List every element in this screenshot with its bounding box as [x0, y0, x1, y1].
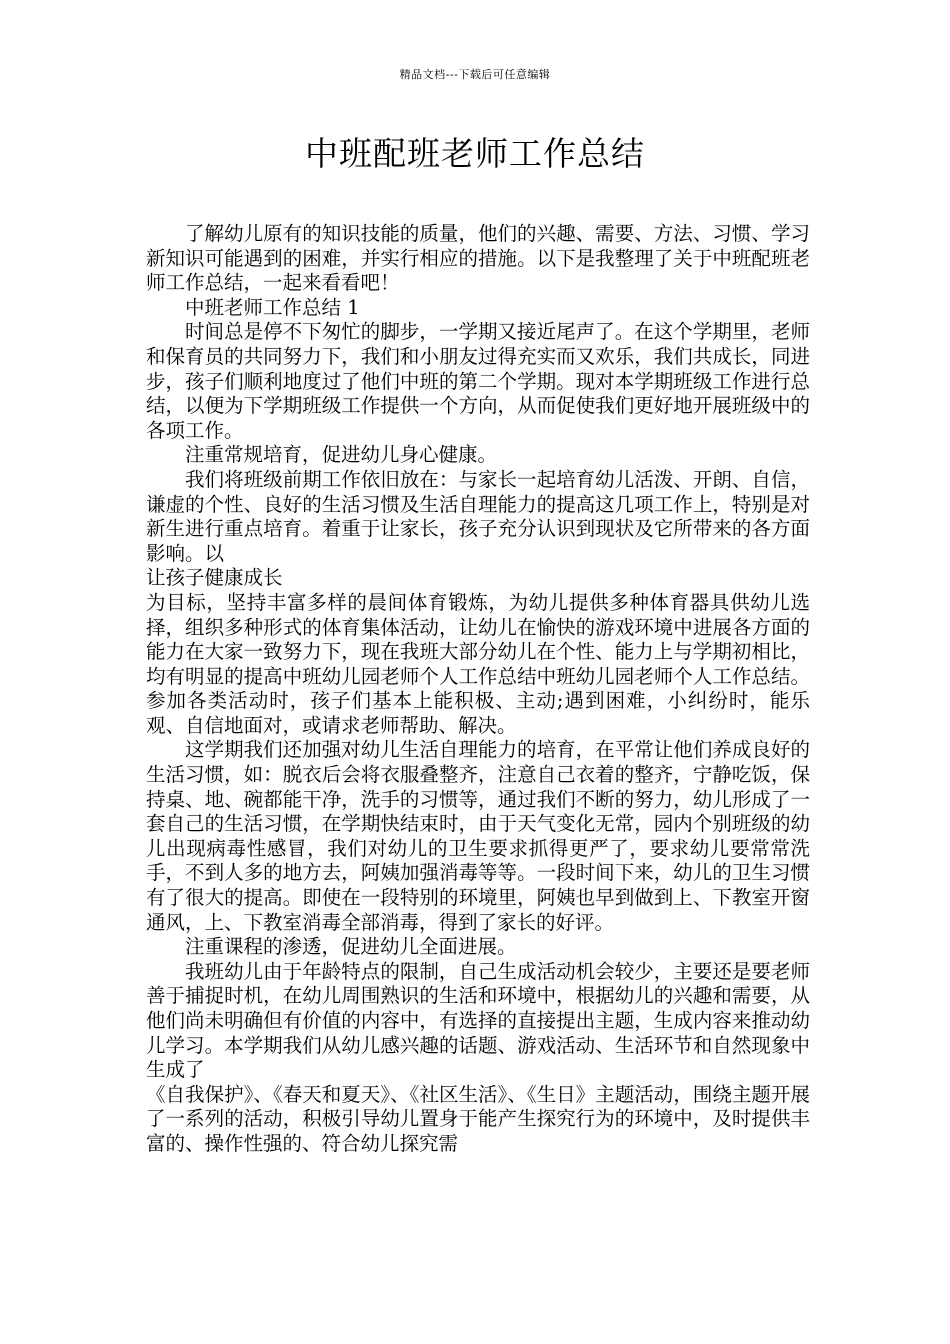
paragraph: 让孩子健康成长	[146, 566, 283, 590]
document-body	[146, 222, 810, 1157]
paragraph: 为目标，坚持丰富多样的晨间体育锻炼，为幼儿提供多种体育器具供幼儿选择，组织多种形式的体育集体活动，让幼儿在愉快的游戏环境中进展各方面的能力在大家一致努力下，现在我班大部分幼儿在个性、能力上与学期初相比，均有明显的提高中班幼儿园老师个人工作总结中班幼儿园老师个人工作总结。参加各类活动时，孩子们基本上能积极、主动;遇到困难，小纠纷时，能乐观、自信地面对，或请求老师帮助、解决。	[146, 590, 810, 737]
paragraph: 这学期我们还加强对幼儿生活自理能力的培育，在平常让他们养成良好的生活习惯，如：脱衣后会将衣服叠整齐，注意自己衣着的整齐，宁静吃饭，保持桌、地、碗都能干净，洗手的习惯等，通过我们不断的努力，幼儿形成了一套自己的生活习惯，在学期快结束时，由于天气变化无常，园内个别班级的幼儿出现病毒性感冒，我们对幼儿的卫生要求抓得更严了，要求幼儿要常常洗手，不到人多的地方去，阿姨加强消毒等等。一段时间下来，幼儿的卫生习惯有了很大的提高。即使在一段特别的环境里，阿姨也早到做到上、下教室开窗通风，上、下教室消毒全部消毒，得到了家长的好评。	[146, 738, 810, 934]
paragraph: 时间总是停不下匆忙的脚步，一学期又接近尾声了。在这个学期里，老师和保育员的共同努力下，我们和小朋友过得充实而又欢乐，我们共成长，同进步，孩子们顺利地度过了他们中班的第二个学期。现对本学期班级工作进行总结，以便为下学期班级工作提供一个方向，从而促使我们更好地开展班级中的各项工作。	[146, 320, 810, 442]
paragraph: 《自我保护》、《春天和夏天》、《社区生活》、《生日》主题活动，围绕主题开展了一系列的活动，积极引导幼儿置身于能产生探究行为的环境中，及时提供丰富的、操作性强的、符合幼儿探究需	[146, 1082, 810, 1155]
paragraph: 我们将班级前期工作依旧放在：与家长一起培育幼儿活泼、开朗、自信，谦虚的个性、良好的生活习惯及生活自理能力的提高这几项工作上，特别是对新生进行重点培育。着重于让家长，孩子充分认识到现状及它所带来的各方面影响。以	[146, 467, 810, 565]
section-heading: 中班老师工作总结 1	[185, 295, 360, 319]
subsection-heading: 注重课程的渗透，促进幼儿全面进展。	[185, 935, 517, 959]
header-note: 精品文档---下载后可任意编辑	[399, 68, 551, 81]
document-title: 中班配班老师工作总结	[305, 134, 645, 173]
paragraph: 了解幼儿原有的知识技能的质量，他们的兴趣、需要、方法、习惯、学习新知识可能遇到的困难，并实行相应的措施。以下是我整理了关于中班配班老师工作总结，一起来看看吧！	[146, 222, 810, 295]
paragraph: 我班幼儿由于年龄特点的限制，自己生成活动机会较少，主要还是要老师善于捕捉时机，在幼儿周围熟识的生活和环境中，根据幼儿的兴趣和需要，从他们尚未明确但有价值的内容中，有选择的直接提出主题，生成内容来推动幼儿学习。本学期我们从幼儿感兴趣的话题、游戏活动、生活环节和自然现象中生成了	[146, 959, 810, 1082]
subsection-heading: 注重常规培育，促进幼儿身心健康。	[185, 443, 498, 467]
